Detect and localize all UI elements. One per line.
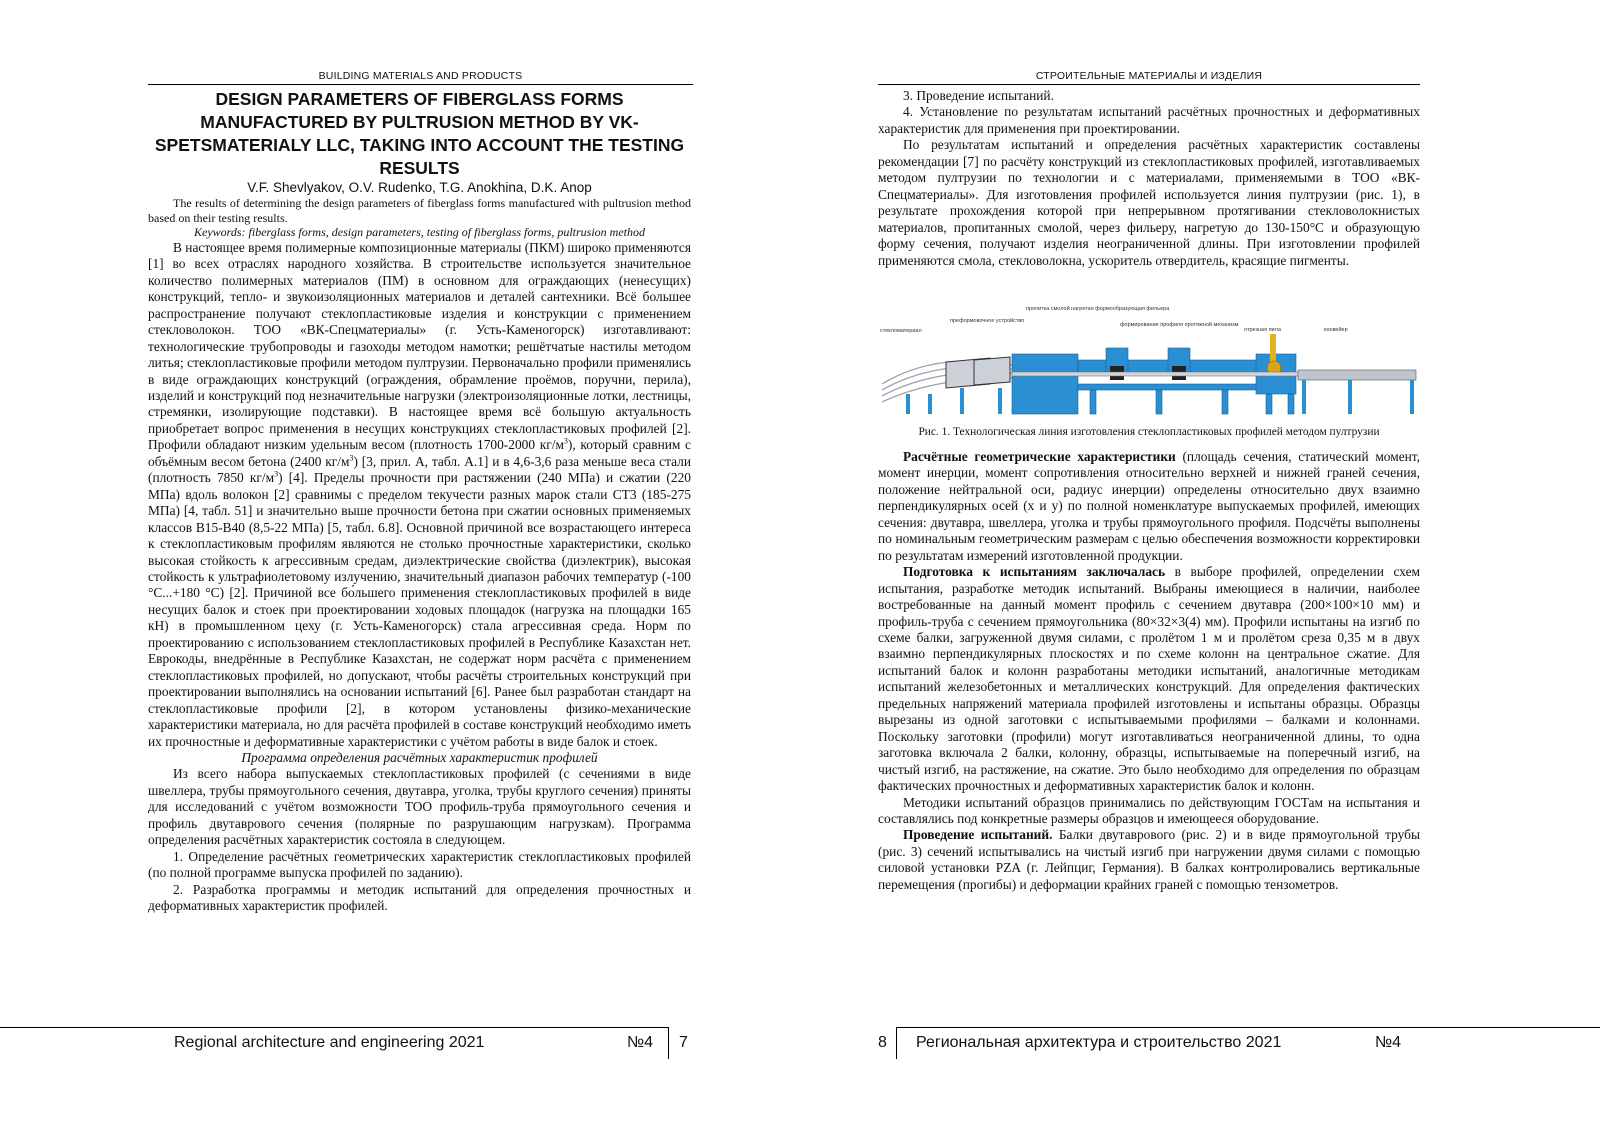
right-column-bottom (878, 449, 1420, 893)
running-head-left: BUILDING MATERIALS AND PRODUCTS (318, 70, 523, 82)
label-saw: отрезная пила (1244, 327, 1281, 333)
footer-journal-left: Regional architecture and engineering 2021 (174, 1034, 485, 1051)
page-number-left: 7 (679, 1034, 688, 1051)
label-impregnation: пропитка смолой нагретая формообразующая фильера (1026, 306, 1170, 312)
preparation-paragraph: Подготовка к испытаниям заключалась в выборе профилей, определении схем испытания, разработке методик испытаний. Выбраны имеющиеся в наличии, наиболее востребованные на данный момент профиль с сечением двутавра (200×100×10 мм) и профиль-труба с сечением прямоугольника (80×32×3(4) мм). Профили испытаны на изгиб по схеме балки, загруженной двумя силами, с пролётом 1 м и пролётом среза 0,35 м в двух взаимно перпендикулярных плоскостях и по схеме колонн на центральное сжатие. Для испытаний балок и колонн разработаны методики испытаний, аналогичные методикам испытаний железобетонных и металлических конструкций. Для определения фактических предельных напряжений материала профилей изготовлены и испытаны образцы. Образцы вырезаны из одной заготовки с испытываемыми профилями – балками и колоннами. Поскольку заготовки (профили) могут изготавливаться неограниченной длины, то одна заготовка включала 2 балки, колонну, образцы, испытываемые на поперечный изгиб, на чистый изгиб, на растяжение, на сжатие. Это было необходимо для определения по образцам фактических прочностных и деформативных характеристик балок и колонн. (878, 564, 1420, 794)
header-rule-right (878, 84, 1420, 85)
testing-paragraph: Проведение испытаний. Балки двутаврового (рис. 2) и в виде прямоугольной трубы (рис. 3) сечений испытывались на чистый изгиб при нагружении двумя силами с помощью силовой установки PZA (г. Лейпциг, Германия). В балках контролировались вертикальные перемещения (прогибы) и деформации крайних граней с помощью тензометров. (878, 827, 1420, 892)
article-authors: V.F. Shevlyakov, O.V. Rudenko, T.G. Anokhina, D.K. Anop (247, 180, 592, 195)
keywords: Keywords: fiberglass forms, design parameters, testing of fiberglass forms, pultrusion method (193, 225, 645, 240)
label-preform: преформовочное устройство (950, 318, 1025, 324)
program-paragraph: Из всего набора выпускаемых стеклопластиковых профилей (с сечениями в виде швеллера, трубы прямоугольного сечения, двутавра, уголка, трубы круглого сечения) приняты для исследований с учётом возможности ТОО профиль-труба прямоугольного сечения и профиль двутаврового сечения (полярные по разрушающим нагрузкам). Программа определения расчётных характеристик состояла в следующем. (148, 766, 691, 848)
recommendations-paragraph: По результатам испытаний и определения расчётных характеристик составлены рекомендации [7] по расчёту конструкций из стеклопластиковых профилей, изготавливаемых методом пултрузии по технологии и с материалами, применяемыми в ТОО «ВК-Спецматериалы». Для изготовления профилей используется линия пултрузии (рис. 1), в результате прохождения которой при непрерывном протягивании стекловолокнистых материалов, пропитанных смолой, через фильеру, нагретую до 130-150°С и образующую форму сечения, получают изделия неограниченной длины. При изготовлении профилей применяются смола, стекловолокна, ускоритель отвердитель, красящие пигменты. (878, 137, 1420, 268)
label-forming: формирование профиля протяжной механизм (1120, 322, 1239, 328)
footer-rule-right (896, 1027, 1600, 1028)
preform-device (946, 357, 1010, 388)
section-title: Программа определения расчётных характеристик профилей (241, 750, 598, 765)
superscript: 3 (274, 469, 279, 479)
pultrusion-line-figure (878, 300, 1420, 418)
frame-legs (906, 388, 1002, 414)
footer-journal-right: Региональная архитектура и строительство 2021 (916, 1034, 1282, 1051)
header-rule-left (148, 84, 693, 85)
page-number-right: 8 (878, 1034, 887, 1051)
left-column (148, 88, 691, 915)
right-column-top (878, 88, 1420, 269)
right-page (800, 0, 1600, 1132)
figure-caption: Рис. 1. Технологическая линия изготовления стеклопластиковых профилей методом пултрузии (918, 426, 1380, 438)
program-item-2: 2. Разработка программы и методик испытаний для определения прочностных и деформативных характеристик профилей. (148, 881, 691, 914)
program-item-1: 1. Определение расчётных геометрических характеристик стеклопластиковых профилей (по полной программе выпуска профилей по заданию). (148, 848, 691, 881)
methods-paragraph: Методики испытаний образцов принимались по действующим ГОСТам на испытания и составлялись под конкретные размеры образцов и имеющееся оборудование. (878, 794, 1420, 826)
machine-frame (1012, 348, 1296, 414)
abstract: The results of determining the design parameters of fiberglass forms manufactured with pultrusion method based on their testing results. (148, 196, 691, 225)
superscript: 3 (349, 453, 354, 463)
article-title: DESIGN PARAMETERS OF FIBERGLASS FORMS MANUFACTURED BY PULTRUSION METHOD BY VK-SPETSMATERIALY LLC, TAKING INTO ACCOUNT THE TESTING RESULTS (154, 89, 685, 178)
label-glass: стекломатериал (880, 328, 922, 334)
conveyor (1298, 370, 1416, 414)
geometry-paragraph: Расчётные геометрические характеристики (площадь сечения, статический момент, момент инерции, момент сопротивления относительно верхней и нижней граней сечения, положение нейтральной оси, радиус инерции) определены относительно двух взаимно перпендикулярных осей (x и y) по полной номенклатуре выпускаемых профилей, имеющих сечения: двутавра, швеллера, уголка и трубы прямоугольного профиля. Подсчёты выполнены по номинальным геометрическим размерам с целью обеспечения возможности корректировки по результатам измерений изготовленной продукции. (878, 449, 1421, 563)
superscript: 3 (563, 436, 568, 446)
footer-issue-left: №4 (627, 1034, 654, 1051)
footer-separator-right (896, 1027, 897, 1059)
running-head-right: СТРОИТЕЛЬНЫЕ МАТЕРИАЛЫ И ИЗДЕЛИЯ (1035, 70, 1263, 82)
intro-paragraph: В настоящее время полимерные композиционные материалы (ПКМ) широко применяются [1] во всех отраслях народного хозяйства. В строительстве используется значительное количество полимерных материалов (ПМ) в основном для ограждающих (ненесущих) конструкций, тепло- и звукоизоляционных материалов и деталей сантехники. Всё большее распространение получают стеклопластиковые изделия и конструкции с применением стекловолокон. ТОО «ВК-Спецматериалы» (г. Усть-Каменогорск) изготавливают: технологические трубопроводы и газоходы методом намотки; решётчатые настилы методом литья; стеклопластиковые профили методом пултрузии. Первоначально профили применялись в виде ограждающих конструкций (ограждения, обрамление проёмов, поручни, перила), изделий и конструкций под незначительные нагрузки (электроизоляционные лотки, лестницы, стремянки, изолирующие подставки). В настоящее время всё большую актуальность приобретает вопрос применения в несущих конструкциях стеклопластиковых профилей [2]. Профили обладают низким удельным весом (плотность 1700-2000 $кг/м^3$), который сравним с объёмным весом бетона (2400 $кг/м^3$) [3, прил. А, табл. А.1] и в 4,6-3,6 раза меньше веса стали (плотность 7850 $кг/м^3$) [4]. Пределы прочности при растяжении (240 МПа) и сжатии (220 МПа) вдоль волокон [2] сравнимы с пределом текучести разных марок стали СТ3 (185-275 МПа) [4, табл. 51] и значительно выше прочности бетона при сжатии основных применяемых классов В15-В40 (8,5-22 МПа) [5, табл. 6.8]. Основной причиной все возрастающего интереса к стеклопластиковым профилям являются не столько прочностные характеристики, сколько высокая стойкость к агрессивным средам, диэлектрические свойства (диэлектрик), высокая стойкость к ультрафиолетовому излучению, значительный диапазон рабочих температур (-100 °С...+180 °С) [2]. Причиной все бо́льшего применения стеклопластиковых профилей в виде несущих балок и стоек при проектировании ходовых площадок (нагрузка на площадки 165 кН) в промышленном цеху (г. Усть-Каменогорск) стала агрессивная среда. Норм по проектированию с использованием стеклопластиковых профилей в Республике Казахстан нет. Еврокоды, внедрённые в Республике Казахстан, не содержат норм расчёта с применением стеклопластиковых профилей, но допускают, чтобы расчёты строительных конструкций при проектировании выполнялись на основании испытаний [6]. Ранее был разработан стандарт на стеклопластиковые профили [2], в котором установлены физико-механические характеристики материала, но для расчёта профилей в составе конструкций необходимо иметь их прочностные и деформативные характеристики с учётом работы в виде балок и стоек. (148, 239, 692, 749)
label-conveyor: конвейер (1324, 327, 1348, 333)
program-item-4: 4. Установление по результатам испытаний расчётных прочностных и деформативных характеристик для применения при проектировании. (878, 104, 1420, 136)
program-item-3: 3. Проведение испытаний. (903, 88, 1054, 103)
footer-rule-left (0, 1027, 668, 1028)
footer-issue-right: №4 (1375, 1034, 1402, 1051)
footer-separator-left (668, 1027, 669, 1059)
